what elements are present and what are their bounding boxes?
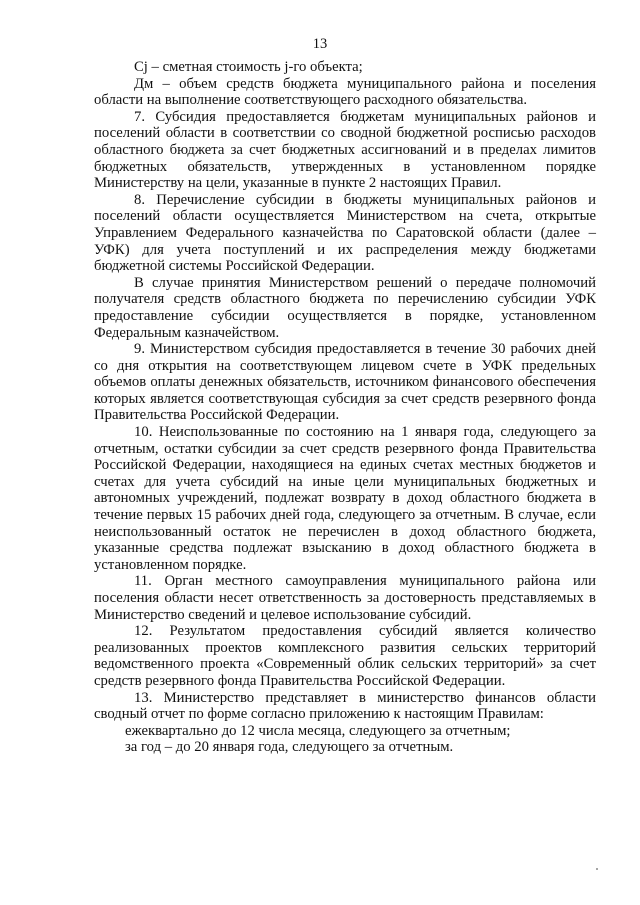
paragraph-item-8: 8. Перечисление субсидии в бюджеты муниципальных районов и поселений области осуществляется Министерством на счета, открытые Управлением Федерального казначейства по Саратовской области (далее – УФК) для учета поступлений и их распределения между бюджетами бюджетной системы Российской Федерации. (94, 191, 596, 275)
page-number: 13 (312, 36, 328, 52)
paragraph-item-9: 9. Министерством субсидия предоставляется в течение 30 рабочих дней со дня открытия на соответствующем лицевом счете в УФК предельных объемов оплаты денежных обязательств, источником финансового обеспечения которых является соответствующая субсидия за счет средств резервного фонда Правительства Российской Федерации. (94, 341, 596, 424)
list-item-quarterly: ежеквартально до 12 числа месяца, следующего за отчетным; (125, 722, 511, 739)
paragraph-dm-definition: Дм – объем средств бюджета муниципального района и поселения области на выполнение соответствующего расходного обязательства. (94, 75, 596, 109)
paragraph-item-10: 10. Неиспользованные по состоянию на 1 января года, следующего за отчетным, остатки субсидии за счет средств резервного фонда Правительства Российской Федерации, находящиеся на единых счетах местных бюджетов и счетах для учета субсидий на иные цели муниципальных бюджетных и автономных учреждений, подлежат возврату в доход областного бюджета в течение первых 15 рабочих дней года, следующего за отчетным. В случае, если неиспользованный остаток не перечислен в доход областного бюджета, указанные средства подлежат взысканию в доход областного бюджета в установленном порядке. (94, 424, 596, 573)
paragraph-cj-definition: Cj – сметная стоимость j-го объекта; (134, 59, 363, 75)
paragraph-item-7: 7. Субсидия предоставляется бюджетам муниципальных районов и поселений области в соответствии со сводной бюджетной росписью расходов областного бюджета за счет бюджетных ассигнований и в пределах лимитов бюджетных обязательств, утвержденных в установленном порядке Министерству на цели, указанные в пункте 2 настоящих Правил. (94, 108, 596, 192)
paragraph-item-11: 11. Орган местного самоуправления муниципального района или поселения области несет ответственность за достоверность представляемых в Министерство сведений и целевое использование субсидий. (94, 573, 596, 623)
paragraph-item-13: 13. Министерство представляет в министерство финансов области сводный отчет по форме согласно приложению к настоящим Правилам: (94, 689, 596, 723)
paragraph-item-8-continuation: В случае принятия Министерством решений о передаче полномочий получателя средств областного бюджета по перечислению субсидии УФК предоставление субсидии осуществляется в порядке, установленном Федеральным казначейством. (94, 274, 596, 341)
scan-speck (596, 868, 598, 870)
paragraph-item-12: 12. Результатом предоставления субсидий является количество реализованных проектов комплексного развития сельских территорий ведомственного проекта «Современный облик сельских территорий» за счет средств резервного фонда Правительства Российской Федерации. (94, 623, 596, 689)
document-body (94, 59, 596, 756)
list-item-annual: за год – до 20 января года, следующего за отчетным. (125, 739, 454, 756)
